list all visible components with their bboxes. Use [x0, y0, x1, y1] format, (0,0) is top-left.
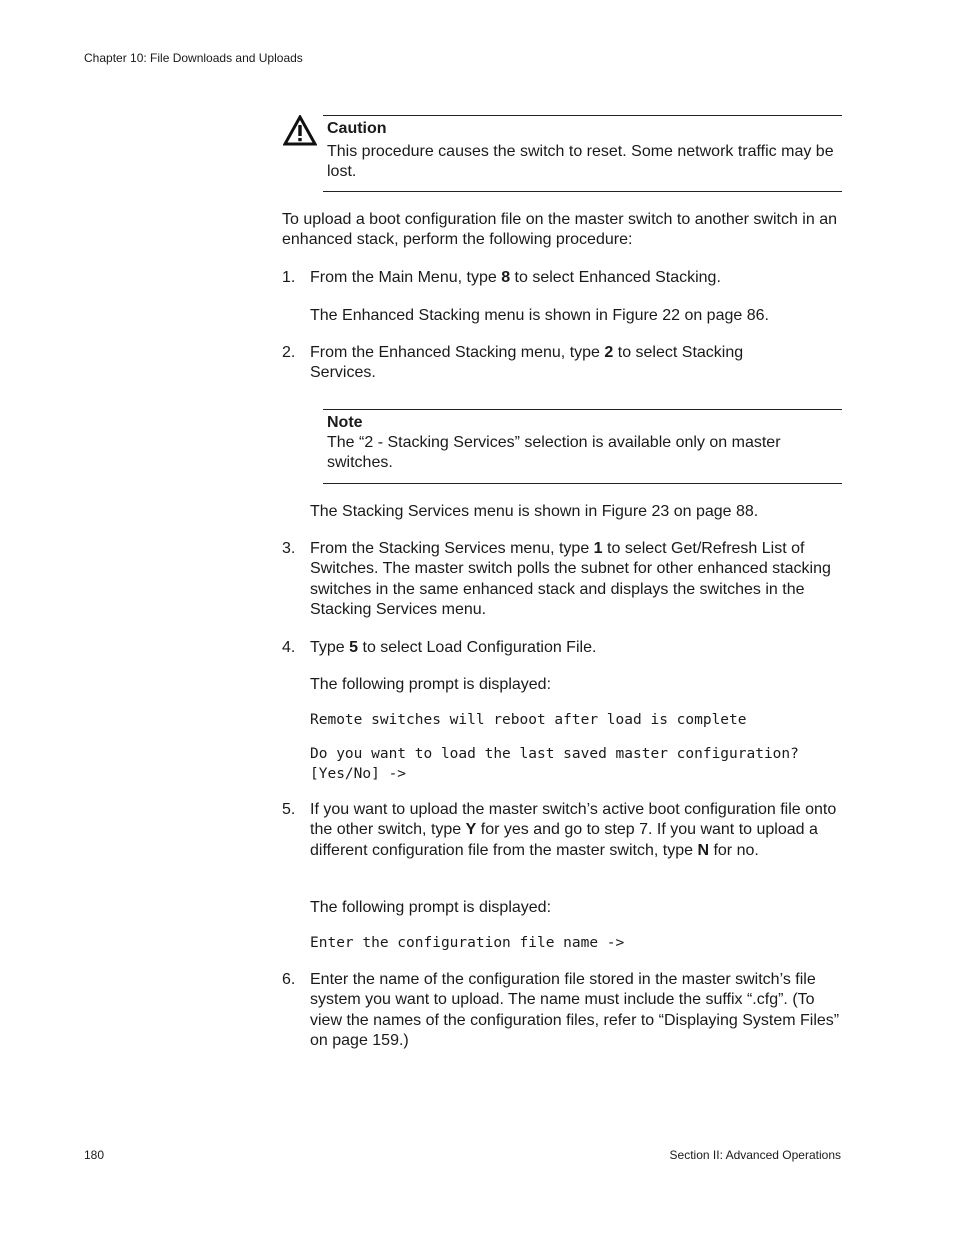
step-1-text: From the Main Menu, type 8 to select Enhanced Stacking. [310, 269, 721, 286]
code-prompt: Enter the configuration file name -> [310, 935, 625, 951]
caution-box [323, 115, 842, 192]
step-6-text: Enter the name of the configuration file stored in the master switch’s file system you want to upload. The name must include the suffix “.cfg”. (To view the names of the configuration files, refer to “Displaying System Files” on page 159.) [310, 971, 840, 1050]
note-box [323, 409, 842, 484]
caution-text: This procedure causes the switch to reset. Some network traffic may be lost. [327, 143, 834, 180]
step-4-text: Type 5 to select Load Configuration File. [310, 639, 597, 656]
step-number: 2. [282, 344, 296, 361]
running-header: Chapter 10: File Downloads and Uploads [84, 51, 303, 65]
note-text: The “2 - Stacking Services” selection is available only on master switches. [327, 434, 781, 471]
note-title: Note [327, 414, 363, 431]
page-number: 180 [84, 1148, 105, 1162]
step-number: 5. [282, 801, 296, 818]
step-5-subtext: The following prompt is displayed: [310, 899, 552, 916]
step-number: 4. [282, 639, 296, 656]
step-2-subtext: The Stacking Services menu is shown in Figure 23 on page 88. [310, 503, 759, 520]
intro-paragraph: To upload a boot configuration file on the master switch to another switch in an enhanced stack, perform the following procedure: [282, 211, 837, 249]
step-number: 6. [282, 971, 296, 988]
step-2-text: From the Enhanced Stacking menu, type 2 to select Stacking Services. [310, 344, 744, 382]
running-footer: Section II: Advanced Operations [669, 1148, 841, 1162]
step-4-subtext: The following prompt is displayed: [310, 676, 552, 693]
warning-triangle-icon [283, 115, 317, 147]
caution-title: Caution [327, 120, 387, 137]
step-number: 3. [282, 540, 296, 557]
code-prompt: Do you want to load the last saved master configuration? [Yes/No] -> [310, 746, 799, 782]
step-number: 1. [282, 269, 296, 286]
step-5-text: If you want to upload the master switch’s active boot configuration file onto the other switch, type Y for yes and go to step 7. If you want to upload a different configuration file from the master switch, type N for no. [310, 801, 837, 859]
code-prompt: Remote switches will reboot after load is complete [310, 712, 747, 728]
step-1-subtext: The Enhanced Stacking menu is shown in Figure 22 on page 86. [310, 307, 769, 324]
step-3-text: From the Stacking Services menu, type 1 to select Get/Refresh List of Switches. The master switch polls the subnet for other enhanced stacking switches in the same enhanced stack and displays the switches in the Stacking Services menu. [310, 540, 831, 619]
